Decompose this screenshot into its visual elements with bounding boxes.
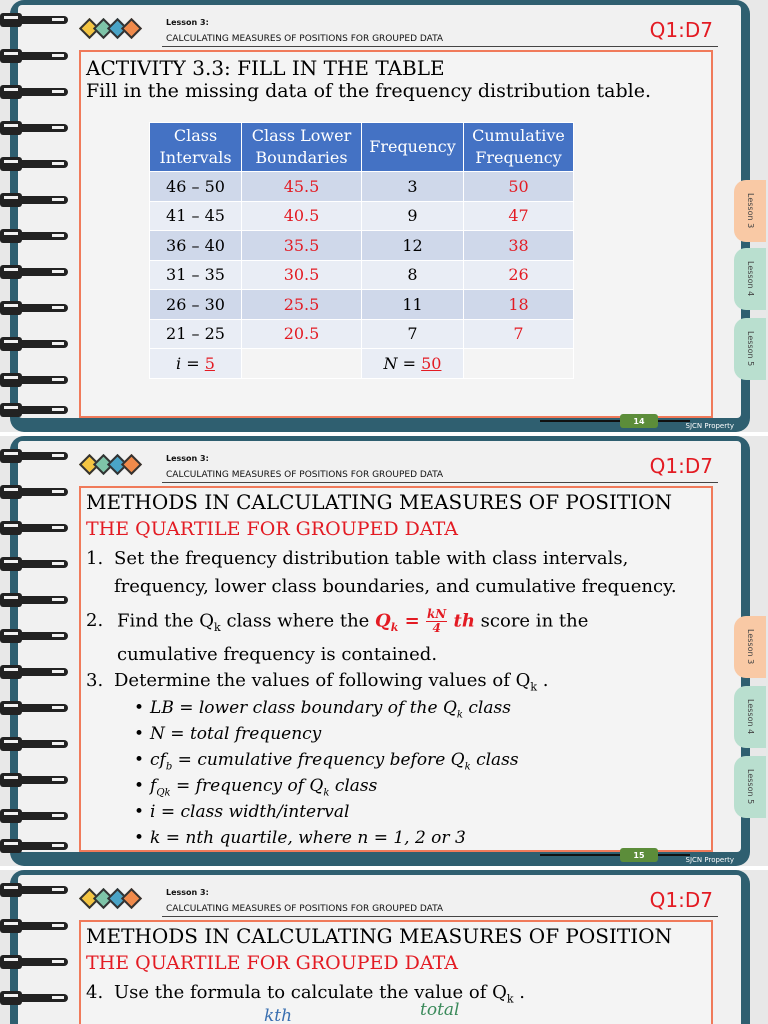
cell-lower-boundary: 35.5 [242, 231, 362, 261]
quartile-subtitle: THE QUARTILE FOR GROUPED DATA [86, 518, 458, 540]
tab-lesson-4[interactable]: Lesson 4 [734, 686, 766, 748]
property-label: SJCN Property [685, 422, 734, 430]
page-number: 15 [620, 848, 658, 862]
diamond-icon [121, 888, 142, 909]
cell-class-interval: 41 – 45 [150, 201, 242, 231]
cell-cumulative-frequency: 50 [464, 172, 574, 202]
bullet-fqk: • $f_{Qk}$ = frequency of $Q_k$ class [134, 776, 378, 799]
cell-cumulative-frequency: 7 [464, 319, 574, 349]
header-title: CALCULATING MEASURES OF POSITIONS FOR GROUPED DATA [166, 470, 444, 480]
step-3-number: 3. [86, 670, 104, 691]
binder-ring-icon [0, 698, 70, 718]
binder-ring-icon [0, 734, 70, 754]
empty-cell [242, 349, 362, 379]
binder-ring-icon [0, 400, 70, 420]
step-2-number: 2. [86, 610, 104, 631]
cell-cumulative-frequency: 18 [464, 290, 574, 320]
tab-lesson-5[interactable]: Lesson 5 [734, 756, 766, 818]
binder-ring-icon [0, 880, 70, 900]
header-class-intervals: Class Intervals [150, 123, 242, 172]
activity-title: ACTIVITY 3.3: FILL IN THE TABLE [86, 56, 445, 80]
cell-frequency: 3 [362, 172, 464, 202]
diamond-icons [80, 888, 144, 910]
frequency-table [149, 122, 574, 379]
page-number: 14 [620, 414, 658, 428]
tab-lesson-5[interactable]: Lesson 5 [734, 318, 766, 380]
quarter-code: Q1:D7 [649, 888, 713, 912]
cell-cumulative-frequency: 47 [464, 201, 574, 231]
footer-line [540, 420, 690, 422]
quarter-code: Q1:D7 [649, 18, 713, 42]
binder-ring-icon [0, 190, 70, 210]
table-summary-row [150, 349, 574, 379]
class-width-cell: i = 5 [150, 349, 242, 379]
step-4-number: 4. [86, 982, 104, 1003]
cell-cumulative-frequency: 38 [464, 231, 574, 261]
binder-ring-icon [0, 226, 70, 246]
cell-frequency: 9 [362, 201, 464, 231]
step-3-line: Determine the values of following values of $Q_k$ . [114, 670, 549, 694]
binder-ring-icon [0, 806, 70, 826]
cell-frequency: 7 [362, 319, 464, 349]
header-cumulative-frequency: Cumulative Frequency [464, 123, 574, 172]
methods-title: METHODS IN CALCULATING MEASURES OF POSITION [86, 490, 673, 514]
cell-cumulative-frequency: 26 [464, 260, 574, 290]
kn-over-4-fraction: $\frac{kN}{4}$ [426, 607, 447, 635]
header-divider [162, 916, 718, 917]
diamond-icon [121, 454, 142, 475]
binder-ring-icon [0, 298, 70, 318]
bullet-n: • N = total frequency [134, 724, 322, 744]
binder-ring-icon [0, 118, 70, 138]
header-title: CALCULATING MEASURES OF POSITIONS FOR GROUPED DATA [166, 904, 444, 914]
cell-lower-boundary: 30.5 [242, 260, 362, 290]
cell-lower-boundary: 25.5 [242, 290, 362, 320]
cell-class-interval: 31 – 35 [150, 260, 242, 290]
cell-class-interval: 46 – 50 [150, 172, 242, 202]
binder-ring-icon [0, 370, 70, 390]
diamond-icon [121, 18, 142, 39]
slide-2 [0, 436, 768, 866]
header-divider [162, 482, 718, 483]
cell-class-interval: 21 – 25 [150, 319, 242, 349]
table-row [150, 231, 574, 261]
tab-lesson-4[interactable]: Lesson 4 [734, 248, 766, 310]
bullet-cfb: • $cf_b$ = cumulative frequency before $Q_k$ class [134, 750, 519, 773]
table-row [150, 201, 574, 231]
bullet-k: • k = nth quartile, where n = 1, 2 or 3 [134, 828, 466, 848]
slide-3 [0, 870, 768, 1024]
header-lower-boundaries: Class Lower Boundaries [242, 123, 362, 172]
bullet-lb: • LB = lower class boundary of the $Q_k$ class [134, 698, 511, 721]
quartile-subtitle: THE QUARTILE FOR GROUPED DATA [86, 952, 458, 974]
tab-lesson-3[interactable]: Lesson 3 [734, 616, 766, 678]
lesson-label: Lesson 3: [166, 888, 209, 897]
cell-frequency: 8 [362, 260, 464, 290]
cell-lower-boundary: 20.5 [242, 319, 362, 349]
step-1-line-1: Set the frequency distribution table with class intervals, [114, 548, 629, 569]
binder-ring-icon [0, 836, 70, 856]
table-row [150, 290, 574, 320]
cell-frequency: 12 [362, 231, 464, 261]
binder-ring-icon [0, 154, 70, 174]
step-1-number: 1. [86, 548, 104, 569]
formula-fragment-total: total [420, 1000, 460, 1020]
header-frequency: Frequency [362, 123, 464, 172]
total-frequency-cell: N = 50 [362, 349, 464, 379]
binder-ring-icon [0, 10, 70, 30]
step-2-line-1: Find the $Q_k$ class where the $Q_k$ = $\frac{kN}{4}$ th score in the [117, 607, 589, 635]
binder-ring-icon [0, 334, 70, 354]
binder-ring-icon [0, 446, 70, 466]
header-title: CALCULATING MEASURES OF POSITIONS FOR GROUPED DATA [166, 34, 444, 44]
step-2-line-2: cumulative frequency is contained. [117, 644, 438, 665]
binder-ring-icon [0, 662, 70, 682]
binder-ring-icon [0, 952, 70, 972]
header-divider [162, 46, 718, 47]
activity-instructions: Fill in the missing data of the frequency distribution table. [86, 80, 651, 102]
binder-ring-icon [0, 518, 70, 538]
binder-ring-icon [0, 916, 70, 936]
step-1-line-2: frequency, lower class boundaries, and cumulative frequency. [114, 576, 677, 597]
empty-cell [464, 349, 574, 379]
quarter-code: Q1:D7 [649, 454, 713, 478]
table-row [150, 260, 574, 290]
binder-ring-icon [0, 482, 70, 502]
binder-ring-icon [0, 82, 70, 102]
table-row [150, 319, 574, 349]
cell-class-interval: 26 – 30 [150, 290, 242, 320]
diamond-icons [80, 18, 144, 40]
binder-ring-icon [0, 770, 70, 790]
property-label: SJCN Property [685, 856, 734, 864]
slide-1 [0, 0, 768, 432]
step-4-line: Use the formula to calculate the value of $Q_k$ . [114, 982, 526, 1006]
footer-line [540, 854, 690, 856]
binder-ring-icon [0, 262, 70, 282]
lesson-label: Lesson 3: [166, 454, 209, 463]
tab-lesson-3[interactable]: Lesson 3 [734, 180, 766, 242]
methods-title: METHODS IN CALCULATING MEASURES OF POSITION [86, 924, 673, 948]
binder-ring-icon [0, 554, 70, 574]
table-header-row [150, 123, 574, 172]
table-row [150, 172, 574, 202]
cell-lower-boundary: 45.5 [242, 172, 362, 202]
formula-fragment-kth: kth [264, 1006, 293, 1024]
cell-class-interval: 36 – 40 [150, 231, 242, 261]
lesson-label: Lesson 3: [166, 18, 209, 27]
cell-lower-boundary: 40.5 [242, 201, 362, 231]
binder-ring-icon [0, 626, 70, 646]
cell-frequency: 11 [362, 290, 464, 320]
binder-ring-icon [0, 988, 70, 1008]
diamond-icons [80, 454, 144, 476]
binder-ring-icon [0, 46, 70, 66]
bullet-i: • i = class width/interval [134, 802, 350, 822]
binder-ring-icon [0, 590, 70, 610]
